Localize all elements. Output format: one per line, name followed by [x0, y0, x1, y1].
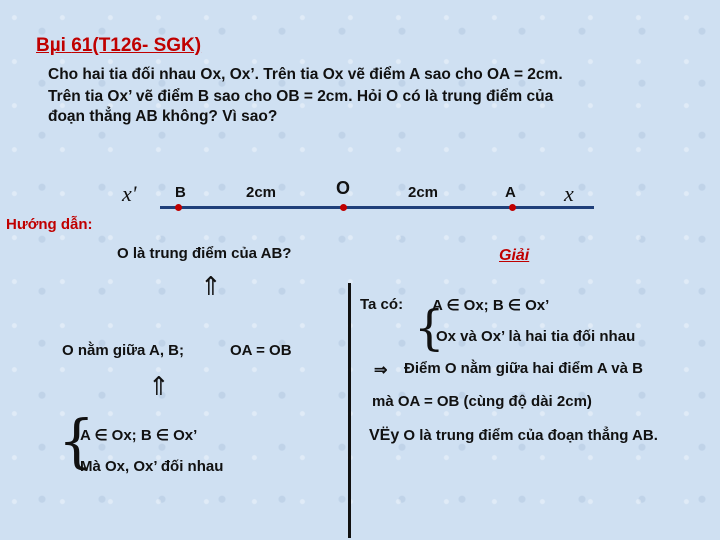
implies-arrow-icon: ⇒ — [374, 362, 388, 379]
solution-line-3: Điểm O nằm giữa hai điểm A và B — [404, 360, 643, 377]
label-x: x — [564, 181, 574, 206]
solution-conclusion — [369, 427, 658, 445]
label-B: B — [175, 184, 186, 201]
guide-heading: Hướng dẫn: — [6, 216, 93, 233]
guide-fact-2: Mà Ox, Ox’ đối nhau — [80, 458, 224, 475]
solution-line-4: mà OA = OB (cùng độ dài 2cm) — [372, 393, 592, 410]
label-A: A — [505, 184, 516, 201]
problem-line-2: Trên tia Ox’ vẽ điểm B sao cho OB = 2cm. Hỏi O có là trung điểm của — [48, 88, 554, 105]
left-brace-icon: { — [58, 407, 95, 475]
guide-fact-1: A ∈ Ox; B ∈ Ox’ — [80, 427, 198, 444]
label-OB-length: 2cm — [246, 184, 277, 201]
conclusion-word: VËy — [369, 427, 400, 444]
slide-title — [36, 35, 201, 57]
solution-heading: Giải — [499, 247, 530, 264]
up-arrow-icon: ⇑ — [200, 272, 222, 302]
guide-condition-between: O nằm giữa A, B; — [62, 342, 184, 359]
ray-line — [160, 206, 594, 209]
problem-line-3: đoạn thẳng AB không? Vì sao? — [48, 108, 278, 125]
point-A — [509, 204, 516, 211]
label-x-prime: x' — [122, 181, 137, 206]
label-O: O — [336, 178, 351, 198]
label-OA-length: 2cm — [408, 184, 439, 201]
title-number: 61(T126- SGK) — [71, 35, 202, 56]
up-arrow-icon-2: ⇑ — [148, 372, 170, 402]
right-brace-icon: { — [414, 300, 445, 356]
solution-line-1: A ∈ Ox; B ∈ Ox’ — [432, 297, 550, 314]
guide-condition-equal: OA = OB — [230, 342, 292, 359]
conclusion-rest: O là trung điểm của đoạn thẳng AB. — [403, 427, 658, 444]
point-O — [340, 204, 347, 211]
vertical-divider — [348, 283, 351, 538]
solution-ta-co: Ta có: — [360, 296, 404, 313]
title-prefix: Bµi — [36, 35, 66, 56]
solution-line-2: Ox và Ox’ là hai tia đối nhau — [436, 328, 636, 345]
point-B — [175, 204, 182, 211]
guide-question: O là trung điểm của AB? — [117, 245, 292, 262]
problem-line-1: Cho hai tia đối nhau Ox, Ox’. Trên tia Ox vẽ điểm A sao cho OA = 2cm. — [48, 66, 563, 83]
